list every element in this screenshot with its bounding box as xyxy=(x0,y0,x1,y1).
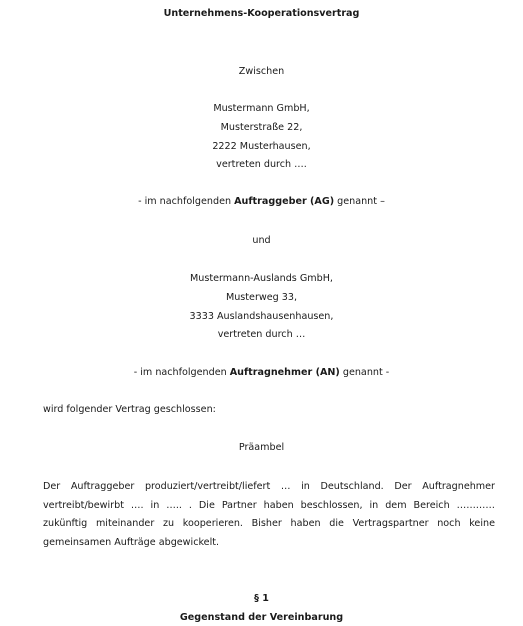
an-designation-prefix: - im nachfolgenden xyxy=(133,367,230,378)
ag-name: Mustermann GmbH, xyxy=(213,103,310,114)
section-heading: Gegenstand der Vereinbarung xyxy=(179,612,344,623)
preamble-line: zukünftig miteinander zu kooperieren. Bisher haben die Vertragspartner noch keine xyxy=(43,518,495,530)
preamble-line: gemeinsamen Aufträge abgewickelt. xyxy=(43,537,220,549)
an-street: Musterweg 33, xyxy=(225,292,298,303)
an-represented: vertreten durch … xyxy=(217,329,306,340)
ag-designation-prefix: - im nachfolgenden xyxy=(138,196,235,207)
contract-intro: wird folgender Vertrag geschlossen: xyxy=(43,404,216,415)
an-city: 3333 Auslandshausenhausen, xyxy=(189,311,334,322)
an-designation xyxy=(0,366,523,380)
ag-designation-suffix: genannt – xyxy=(334,196,385,207)
zwischen-label: Zwischen xyxy=(238,66,285,77)
preamble-paragraph xyxy=(43,478,495,553)
preamble-line: vertreibt/bewirbt …. in ….. . Die Partner haben beschlossen, in dem Bereich ………… xyxy=(43,499,495,511)
an-designation-role: Auftragnehmer (AN) xyxy=(229,367,340,378)
ag-street: Musterstraße 22, xyxy=(220,122,303,133)
ag-designation-role: Auftraggeber (AG) xyxy=(234,196,335,207)
ag-city: 2222 Musterhausen, xyxy=(212,141,311,152)
preamble-line: Der Auftraggeber produziert/vertreibt/liefert … in Deutschland. Der Auftragnehmer xyxy=(43,481,495,492)
section-number: § 1 xyxy=(254,593,269,604)
an-designation-suffix: genannt - xyxy=(339,367,390,378)
ag-represented: vertreten durch …. xyxy=(216,159,307,170)
preamble-heading: Präambel xyxy=(238,442,285,453)
und-label: und xyxy=(252,235,271,246)
ag-designation xyxy=(0,195,523,209)
document-title: Unternehmens-Kooperationsvertrag xyxy=(163,8,360,19)
an-name: Mustermann-Auslands GmbH, xyxy=(190,273,333,284)
